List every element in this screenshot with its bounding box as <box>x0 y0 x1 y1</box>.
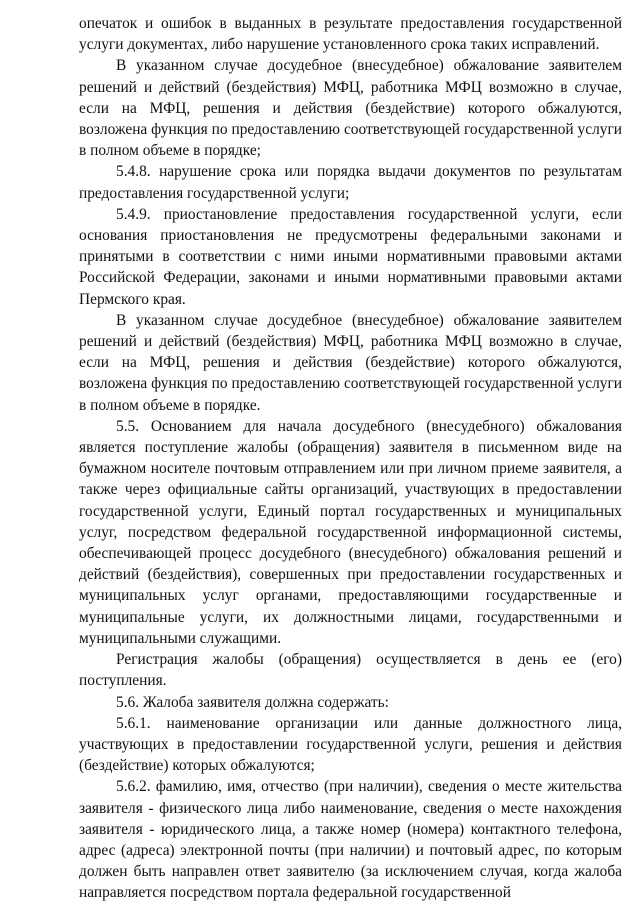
paragraph-errors-continuation: опечаток и ошибок в выданных в результате предоставления государственной услуги документах, либо нарушение установленного срока таких исправлений. <box>79 15 622 54</box>
paragraph-5-5: 5.5. Основанием для начала досудебного (внесудебного) обжалования является поступление жалобы (обращения) заявителя в письменном виде на бумажном носителе почтовым отправлением или при личном приеме заявителя, а также через официальные сайты организаций, участвующих в предоставлении государственной услуги, Единый портал государственных и муниципальных услуг, посредством федеральной государственной информационной системы, обеспечивающей процесс досудебного (внесудебного) обжалования решений и действий (бездействия), совершенных при предоставлении государственных и муниципальных услуг органами, предоставляющими государственные и муниципальные услуги, их должностными лицами, государственными и муниципальными служащими. <box>79 417 622 647</box>
paragraph-5-6-2: 5.6.2. фамилию, имя, отчество (при наличии), сведения о месте жительства заявителя - физического лица либо наименование, сведения о месте нахождения заявителя - юридического лица, а также номер (номера) контактного телефона, адрес (адреса) электронной почты (при наличии) и почтовый адрес, по которым должен быть направлен ответ заявителю (за исключением случая, когда жалоба направляется посредством портала федеральной государственной <box>79 778 622 902</box>
paragraph-registration: Регистрация жалобы (обращения) осуществляется в день ее (его) поступления. <box>79 651 622 690</box>
paragraph-5-6-1: 5.6.1. наименование организации или данные должностного лица, участвующих в предоставлении государственной услуги, решения и действия (бездействие) которых обжалуются; <box>79 714 622 775</box>
paragraph-5-4-8: 5.4.8. нарушение срока или порядка выдачи документов по результатам предоставления государственной услуги; <box>79 163 622 202</box>
paragraph-5-4-9: 5.4.9. приостановление предоставления государственной услуги, если основания приостановления не предусмотрены федеральными законами и принятыми в соответствии с ними иными нормативными правовыми актами Российской Федерации, законами и иными нормативными правовыми актами Пермского края. <box>79 205 622 308</box>
paragraph-mfc-appeal-2: В указанном случае досудебное (внесудебное) обжалование заявителем решений и действий (бездействия) МФЦ, работника МФЦ возможно в случае, если на МФЦ, решения и действия (бездействие) которого обжалуются, возложена функция по предоставлению соответствующей государственной услуги в полном объеме в порядке. <box>79 311 622 414</box>
paragraph-5-6: 5.6. Жалоба заявителя должна содержать: <box>116 693 389 711</box>
paragraph-mfc-appeal-1: В указанном случае досудебное (внесудебное) обжалование заявителем решений и действий (бездействия) МФЦ, работника МФЦ возможно в случае, если на МФЦ, решения и действия (бездействие) которого обжалуются, возложена функция по предоставлению соответствующей государственной услуги в полном объеме в порядке; <box>79 57 622 160</box>
